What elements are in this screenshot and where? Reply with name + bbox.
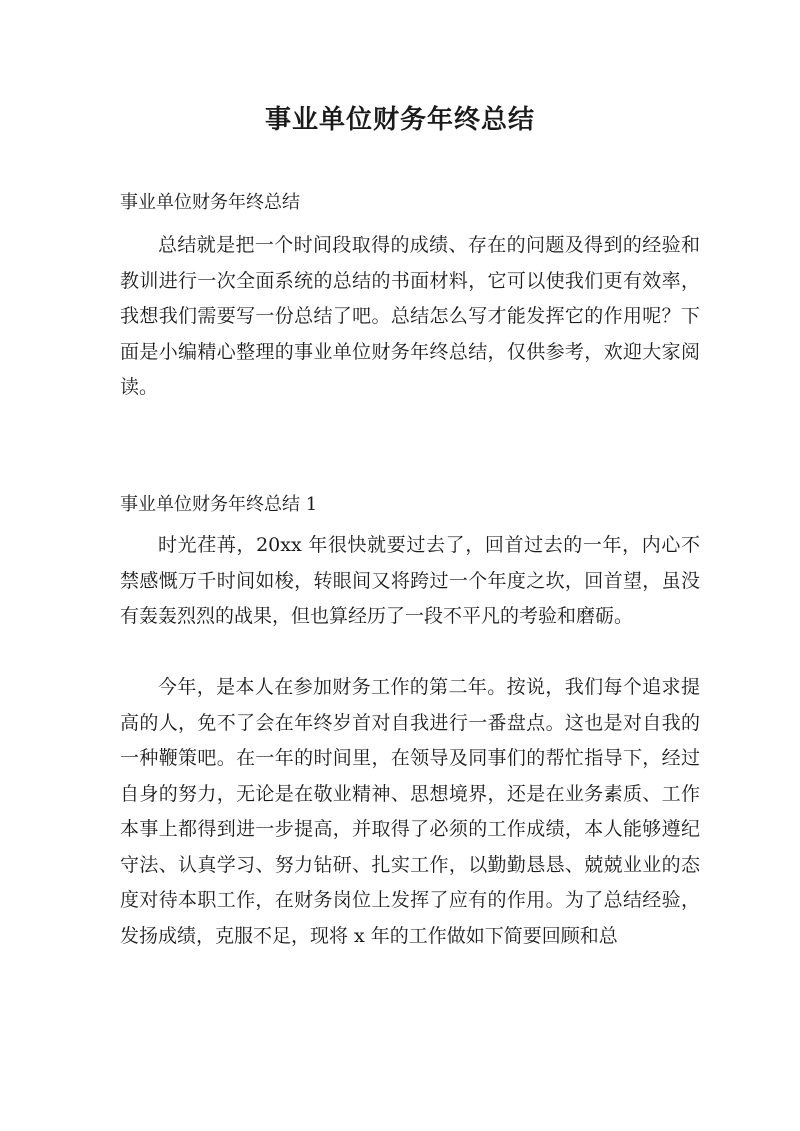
section1-heading: 事业单位财务年终总结 1 [120, 494, 318, 515]
intro-paragraph: 总结就是把一个时间段取得的成绩、存在的问题及得到的经验和教训进行一次全面系统的总结的书面材料，它可以使我们更有效率，我想我们需要写一份总结了吧。总结怎么写才能发挥它的作用呢？下面是小编精心整理的事业单位财务年终总结，仅供参考，欢迎大家阅读。 [120, 234, 700, 398]
section1-paragraph-1: 时光荏苒，20xx 年很快就要过去了，回首过去的一年，内心不禁感慨万千时间如梭，转眼间又将跨过一个年度之坎，回首望，虽没有轰轰烈烈的战果，但也算经历了一段不平凡的考验和磨砺。 [120, 534, 700, 627]
section1-paragraph-2: 今年，是本人在参加财务工作的第二年。按说，我们每个追求提高的人，免不了会在年终岁首对自我进行一番盘点。这也是对自我的一种鞭策吧。在一年的时间里，在领导及同事们的帮忙指导下，经过自身的努力，无论是在敬业精神、思想境界，还是在业务素质、工作本事上都得到进一步提高，并取得了必须的工作成绩，本人能够遵纪守法、认真学习、努力钻研、扎实工作，以勤勤恳恳、兢兢业业的态度对待本职工作，在财务岗位上发挥了应有的作用。为了总结经验，发扬成绩，克服不足，现将 x 年的工作做如下简要回顾和总 [120, 676, 700, 947]
intro-heading: 事业单位财务年终总结 [120, 192, 300, 213]
document-title: 事业单位财务年终总结 [264, 105, 535, 135]
